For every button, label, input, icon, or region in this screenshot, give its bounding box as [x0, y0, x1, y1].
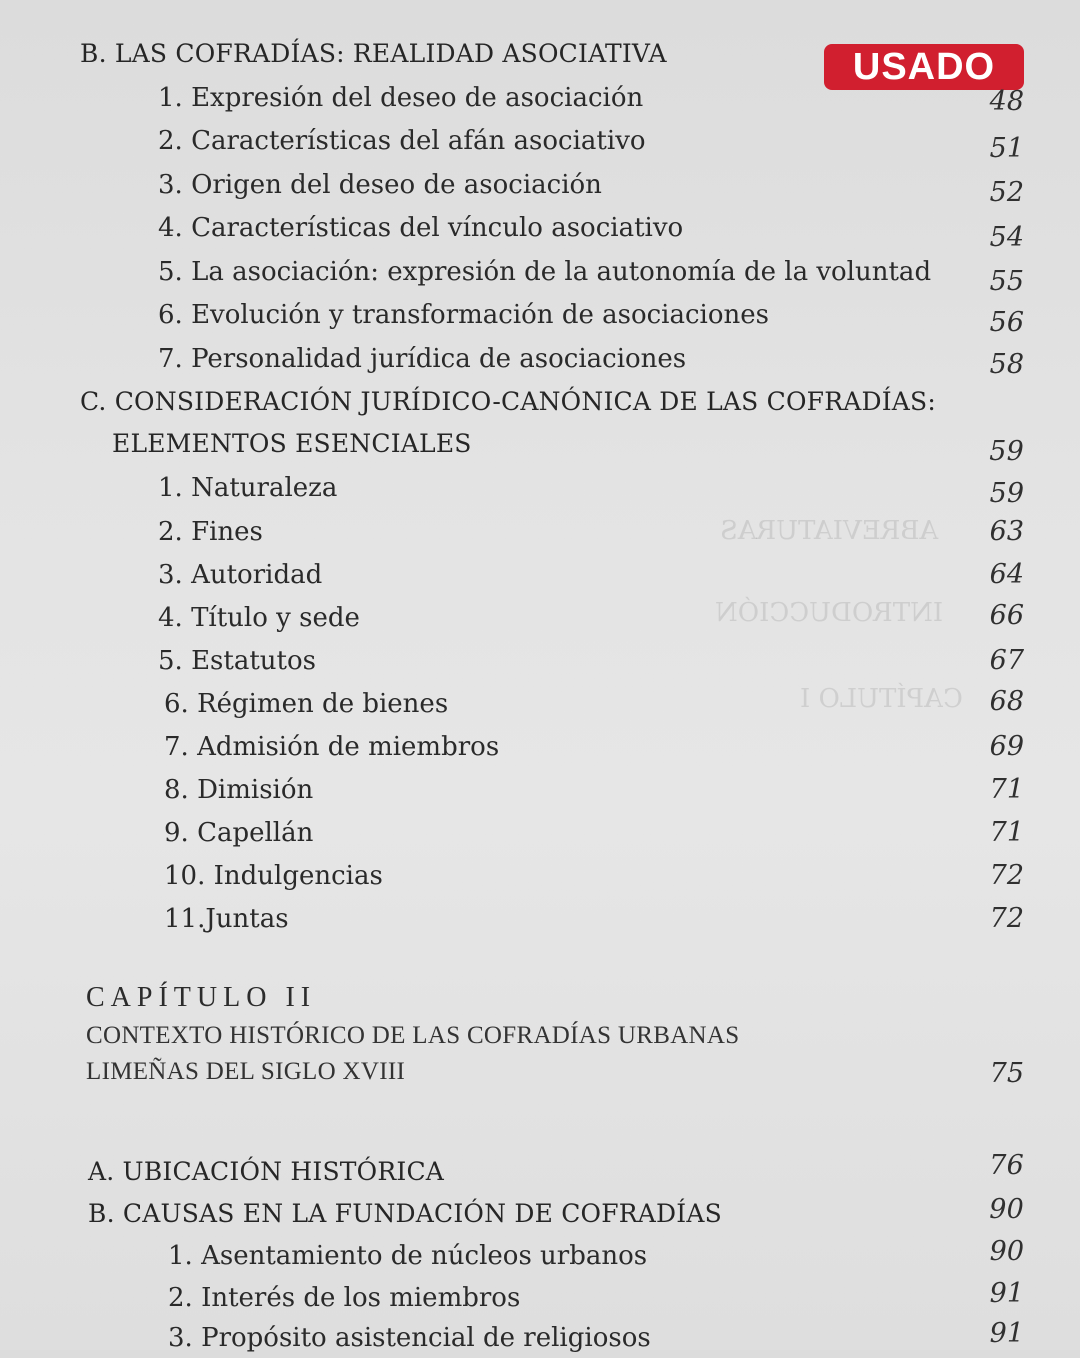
toc-entry-page: 71	[989, 774, 1024, 805]
used-badge: USADO	[824, 44, 1024, 90]
toc-entry	[0, 1054, 1080, 1094]
toc-entry-page: 72	[989, 903, 1024, 934]
toc-entry-label: 9. Capellán	[164, 818, 314, 848]
toc-entry-page: 64	[989, 559, 1024, 590]
toc-entry-page: 72	[989, 860, 1024, 891]
toc-entry-label: 3. Autoridad	[158, 560, 323, 590]
toc-entry-label: 7. Admisión de miembros	[164, 732, 500, 762]
toc-entry-page: 91	[989, 1278, 1024, 1309]
toc-entry-page: 75	[989, 1058, 1024, 1089]
toc-entry	[0, 1236, 1080, 1276]
toc-entry-label: 2. Fines	[158, 517, 263, 547]
toc-entry	[0, 1278, 1080, 1318]
toc-entry	[0, 770, 1080, 810]
toc-entry-page: 76	[989, 1150, 1024, 1181]
toc-entry-page: 52	[989, 177, 1024, 208]
toc-entry	[0, 252, 1080, 297]
toc-entry	[0, 899, 1080, 939]
toc-entry-page: 58	[989, 349, 1024, 380]
bleed-through-text: INTRODUCCIÓN	[715, 598, 944, 628]
toc-entry	[0, 468, 1080, 508]
toc-section-heading	[0, 424, 1080, 467]
toc-entry-label: 2. Características del afán asociativo	[158, 126, 646, 156]
toc-entry	[0, 1318, 1080, 1358]
toc-entry	[0, 339, 1080, 379]
toc-entry-label: 10. Indulgencias	[164, 861, 383, 891]
toc-entry	[0, 121, 1080, 164]
bleed-through-text: ABREVIATURAS	[720, 516, 939, 546]
toc-entry-label: 3. Origen del deseo de asociación	[158, 170, 602, 200]
toc-entry-page: 59	[989, 436, 1024, 467]
toc-entry	[0, 641, 1080, 681]
toc-entry	[0, 208, 1080, 253]
toc-entry-label: 6. Evolución y transformación de asociaciones	[158, 300, 769, 330]
toc-entry	[0, 598, 1080, 638]
toc-entry-label: 8. Dimisión	[164, 775, 314, 805]
toc-entry	[0, 512, 1080, 552]
toc-entry-page: 69	[989, 731, 1024, 762]
chapter-subtitle: LIMEÑAS DEL SIGLO XVIII	[86, 1058, 406, 1085]
bleed-through-text: CAPÍTULO I	[800, 684, 963, 714]
toc-entry	[0, 78, 1080, 118]
toc-section-heading-label: ELEMENTOS ESENCIALES	[112, 429, 472, 458]
toc-entry-label: 6. Régimen de bienes	[164, 689, 449, 719]
toc-entry-label: 1. Expresión del deseo de asociación	[158, 83, 644, 113]
toc-entry-label: 4. Título y sede	[158, 603, 360, 633]
toc-entry-page: 90	[989, 1236, 1024, 1267]
toc-section-heading	[0, 1152, 1080, 1192]
toc-entry	[0, 856, 1080, 896]
toc-entry	[0, 813, 1080, 853]
toc-entry	[0, 295, 1080, 338]
toc-entry-page: 54	[989, 222, 1024, 253]
toc-entry-label: 5. La asociación: expresión de la autonomía de la voluntad	[158, 257, 932, 287]
toc-entry-label: 1. Naturaleza	[158, 473, 338, 503]
toc-entry-page: 67	[989, 645, 1024, 676]
toc-section-heading-label: A. UBICACIÓN HISTÓRICA	[88, 1157, 445, 1186]
toc-entry	[0, 727, 1080, 767]
toc-entry-page: 63	[989, 516, 1024, 547]
toc-entry-label: 5. Estatutos	[158, 646, 316, 676]
toc-entry-page: 48	[989, 86, 1024, 117]
toc-entry	[0, 684, 1080, 724]
toc-entry-label: 2. Interés de los miembros	[168, 1283, 521, 1313]
toc-entry-page: 56	[989, 307, 1024, 338]
toc-entry-label: 3. Propósito asistencial de religiosos	[168, 1323, 651, 1353]
toc-entry-page: 90	[989, 1194, 1024, 1225]
toc-entry-page: 55	[989, 266, 1024, 297]
chapter-title: CAPÍTULO II	[86, 982, 317, 1013]
toc-entry-label: 1. Asentamiento de núcleos urbanos	[168, 1241, 648, 1271]
toc-entry-page: 51	[989, 133, 1024, 164]
toc-section-heading-label: B. CAUSAS EN LA FUNDACIÓN DE COFRADÍAS	[88, 1199, 722, 1228]
toc-section-heading-label: C. CONSIDERACIÓN JURÍDICO-CANÓNICA DE LAS COFRADÍAS:	[80, 387, 936, 416]
toc-section-heading	[0, 1194, 1080, 1234]
toc-section-heading	[0, 34, 1080, 74]
chapter-subtitle: CONTEXTO HISTÓRICO DE LAS COFRADÍAS URBANAS	[86, 1022, 740, 1049]
toc-entry	[0, 555, 1080, 595]
toc-section-heading-label: B. LAS COFRADÍAS: REALIDAD ASOCIATIVA	[80, 39, 667, 68]
toc-entry-label: 7. Personalidad jurídica de asociaciones	[158, 344, 687, 374]
toc-entry-page: 66	[989, 600, 1024, 631]
toc-entry-page: 71	[989, 817, 1024, 848]
toc-entry-label: 11.Juntas	[164, 904, 289, 934]
toc-entry	[0, 165, 1080, 208]
toc-entry-page: 59	[989, 478, 1024, 509]
toc-section-heading	[0, 382, 1080, 422]
toc-entry-page: 91	[989, 1318, 1024, 1349]
toc-entry-label: 4. Características del vínculo asociativo	[158, 213, 684, 243]
toc-entry-page: 68	[989, 686, 1024, 717]
